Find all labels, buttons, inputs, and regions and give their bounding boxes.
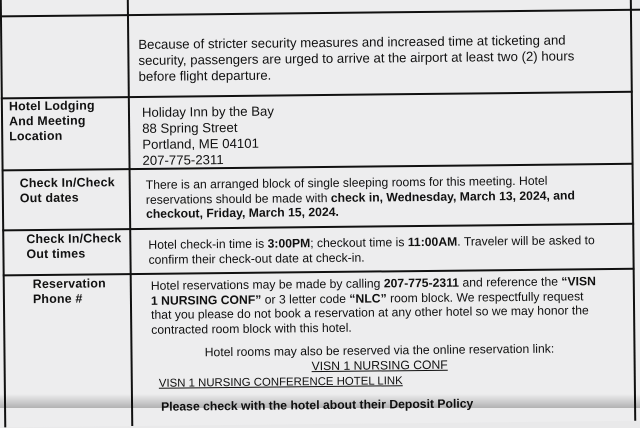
reservation-code: “NLC” (349, 291, 386, 305)
reservation-label-line1: Reservation (33, 276, 131, 292)
online-reservation-text: Hotel rooms may also be reserved via the online reservation link: (151, 341, 607, 360)
hotel-name: Holiday Inn by the Bay (142, 102, 442, 121)
check-times-post: . Traveler will be asked to confirm their check-out date at check-in. (148, 233, 594, 266)
table-right-border (630, 0, 636, 421)
lodging-label-line1: Hotel Lodging (9, 98, 125, 114)
hotel-city: Portland, ME 04101 (142, 133, 442, 152)
reservation-block-name: “VISN 1 NURSING CONF” (151, 274, 596, 307)
online-reservation-link[interactable]: VISN 1 NURSING CONF (312, 357, 448, 372)
reservation-phone: 207-775-2311 (384, 276, 459, 291)
checkin-time: 3:00PM (267, 236, 310, 250)
row-divider-3 (2, 223, 634, 231)
deposit-policy-note: Please check with the hotel about their Deposit Policy (161, 395, 601, 414)
table-column-divider (127, 0, 133, 426)
conference-hotel-link[interactable]: VISN 1 NURSING CONFERENCE HOTEL LINK (159, 375, 403, 390)
check-dates-label (20, 175, 128, 206)
hotel-phone: 207-775-2311 (142, 149, 442, 168)
security-notice: Because of stricter security measures and increased time at ticketing and security, passengers are urged to arrive at the airport at least two (2) hours before flight departure. (138, 32, 598, 84)
check-times-pre: Hotel check-in time is (148, 237, 267, 252)
check-dates-label-line1: Check In/Check (20, 175, 128, 191)
table-top-border (0, 9, 640, 18)
table-left-border (0, 0, 6, 427)
check-times-label (26, 231, 130, 262)
checkout-time: 11:00AM (408, 235, 458, 250)
reservation-instructions (151, 274, 600, 337)
reservation-pre: Hotel reservations may be made by calling (151, 276, 384, 292)
reservation-post: room block. We respectfully request that you please do not book a reservation at any other hotel so we may honor the contracted room block with this hotel. (151, 289, 589, 337)
check-times-mid: ; checkout time is (310, 235, 408, 250)
check-times-label-line2: Out times (26, 246, 130, 262)
hotel-street: 88 Spring Street (142, 118, 442, 137)
lodging-label-line3: Location (9, 128, 125, 144)
hotel-address (142, 102, 443, 169)
online-reservation-note (151, 341, 607, 375)
photo-bottom-shadow (0, 394, 640, 408)
check-dates-intro: There is an arranged block of single sleeping rooms for this meeting. Hotel reservations should be made with (146, 174, 548, 207)
reservation-label-line2: Phone # (33, 291, 131, 307)
lodging-label-line2: And Meeting (9, 113, 125, 129)
check-dates-text (146, 173, 602, 222)
lodging-label (9, 98, 125, 144)
check-dates-label-line2: Out dates (20, 190, 128, 206)
check-times-text (148, 233, 600, 267)
check-dates-bold: check in, Wednesday, March 13, 2024, and checkout, Friday, March 15, 2024. (146, 188, 575, 221)
reservation-label (33, 276, 131, 307)
check-times-label-line1: Check In/Check (26, 231, 130, 247)
reservation-or: or 3 letter code (261, 291, 349, 306)
reservation-mid: and reference the (459, 275, 558, 290)
conference-hotel-link-row (159, 373, 579, 391)
